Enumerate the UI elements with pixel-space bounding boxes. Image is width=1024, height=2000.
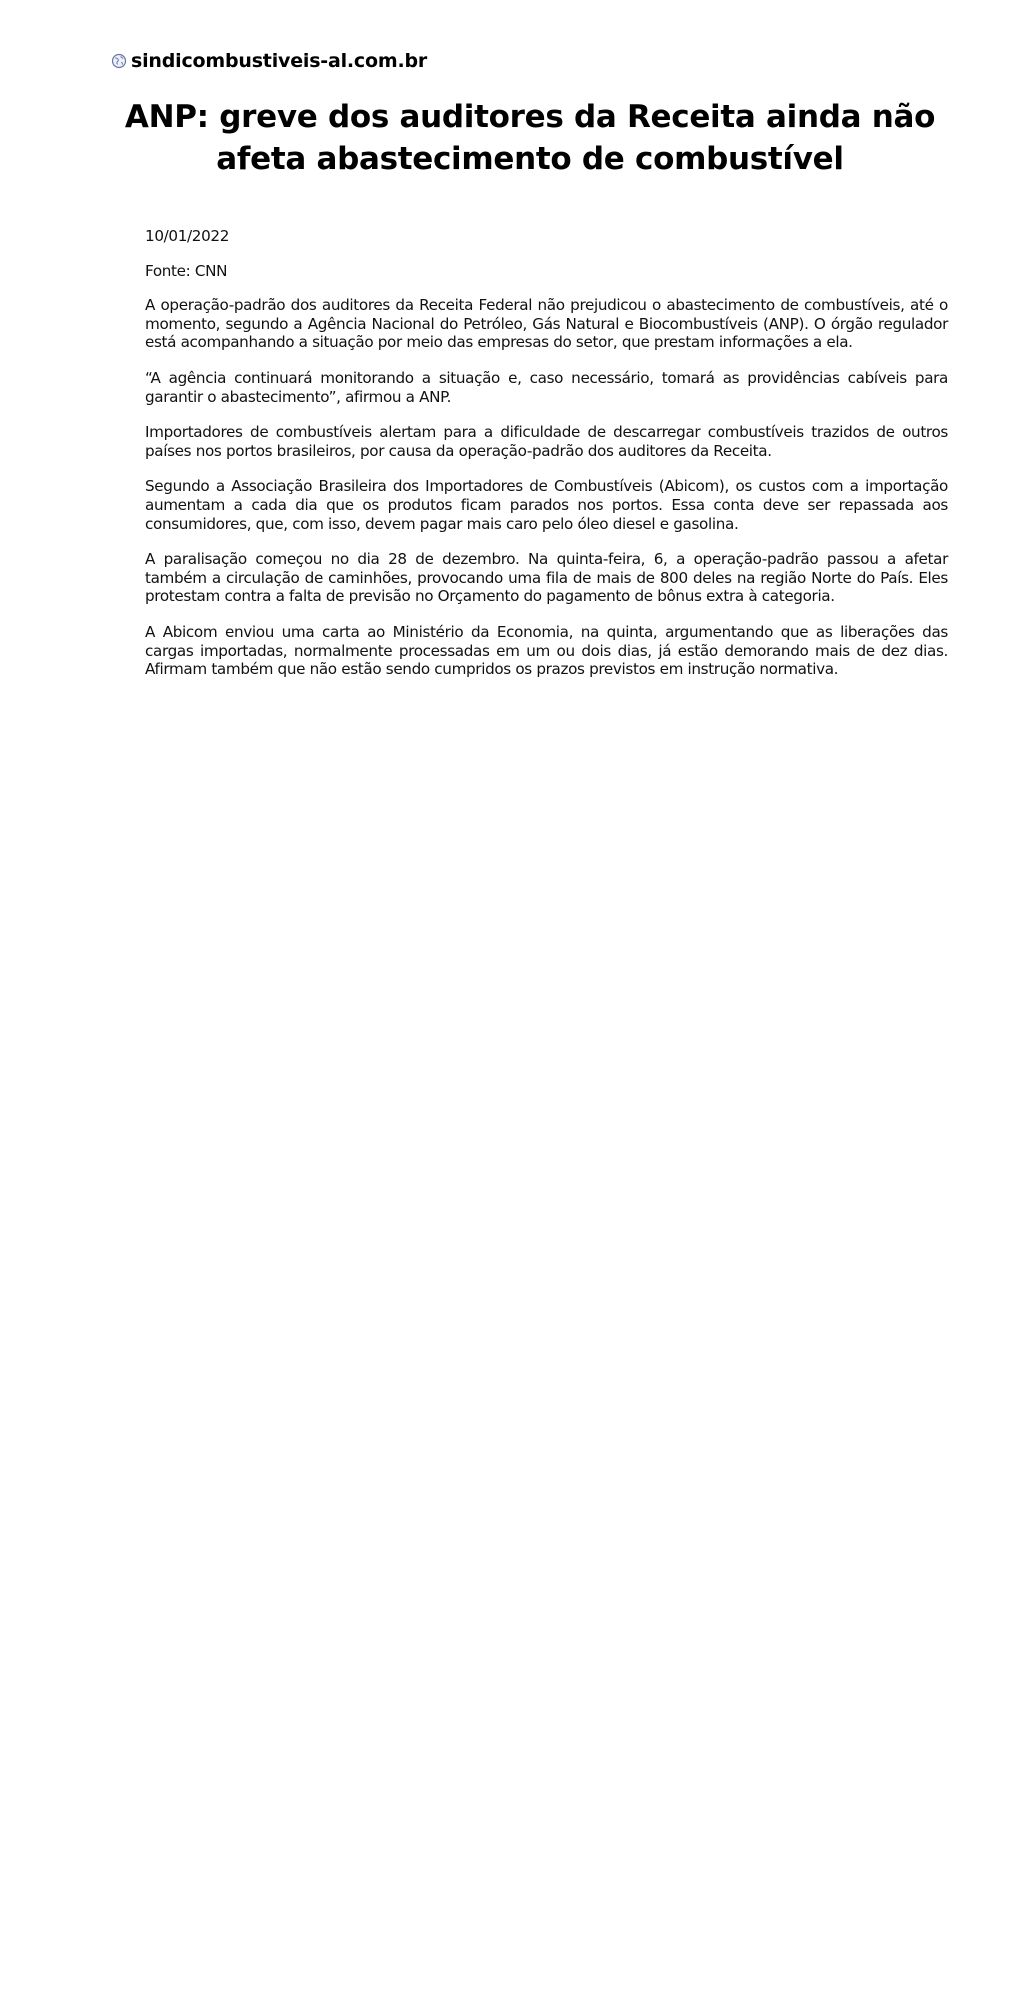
- article-paragraph: Importadores de combustíveis alertam para a dificuldade de descarregar combustíveis trazidos de outros países nos portos brasileiros, por causa da operação-padrão dos auditores da Receita.: [145, 423, 948, 460]
- article-paragraph: “A agência continuará monitorando a situação e, caso necessário, tomará as providências cabíveis para garantir o abastecimento”, afirmou a ANP.: [145, 368, 948, 406]
- article-date: 10/01/2022: [145, 227, 230, 245]
- article-body: [145, 227, 948, 696]
- site-name[interactable]: sindicombustiveis-al.com.br: [131, 50, 428, 72]
- article-paragraph: A Abicom enviou uma carta ao Ministério da Economia, na quinta, argumentando que as liberações das cargas importadas, normalmente processadas em um ou dois dias, já estão demorando mais de dez dias. Afirmam também que não estão sendo cumpridos os prazos previstos em instrução normativa.: [145, 622, 948, 679]
- article-paragraph: Segundo a Associação Brasileira dos Importadores de Combustíveis (Abicom), os custos com a importação aumentam a cada dia que os produtos ficam parados nos portos. Essa conta deve ser repassada aos consumidores, que, com isso, devem pagar mais caro pelo óleo diesel e gasolina.: [145, 477, 948, 533]
- site-header: [111, 50, 427, 72]
- article-source: Fonte: CNN: [145, 261, 228, 280]
- article-title: ANP: greve dos auditores da Receita ainda não afeta abastecimento de combustível: [124, 99, 936, 177]
- article-paragraph: A operação-padrão dos auditores da Receita Federal não prejudicou o abastecimento de combustíveis, até o momento, segundo a Agência Nacional do Petróleo, Gás Natural e Biocombustíveis (ANP). O órgão regulador está acompanhando a situação por meio das empresas do setor, que prestam informações a ela.: [145, 296, 948, 352]
- globe-icon: [111, 53, 127, 69]
- article-paragraph: A paralisação começou no dia 28 de dezembro. Na quinta-feira, 6, a operação-padrão passou a afetar também a circulação de caminhões, provocando uma fila de mais de 800 deles na região Norte do País. Eles protestam contra a falta de previsão no Orçamento do pagamento de bônus extra à categoria.: [145, 550, 948, 606]
